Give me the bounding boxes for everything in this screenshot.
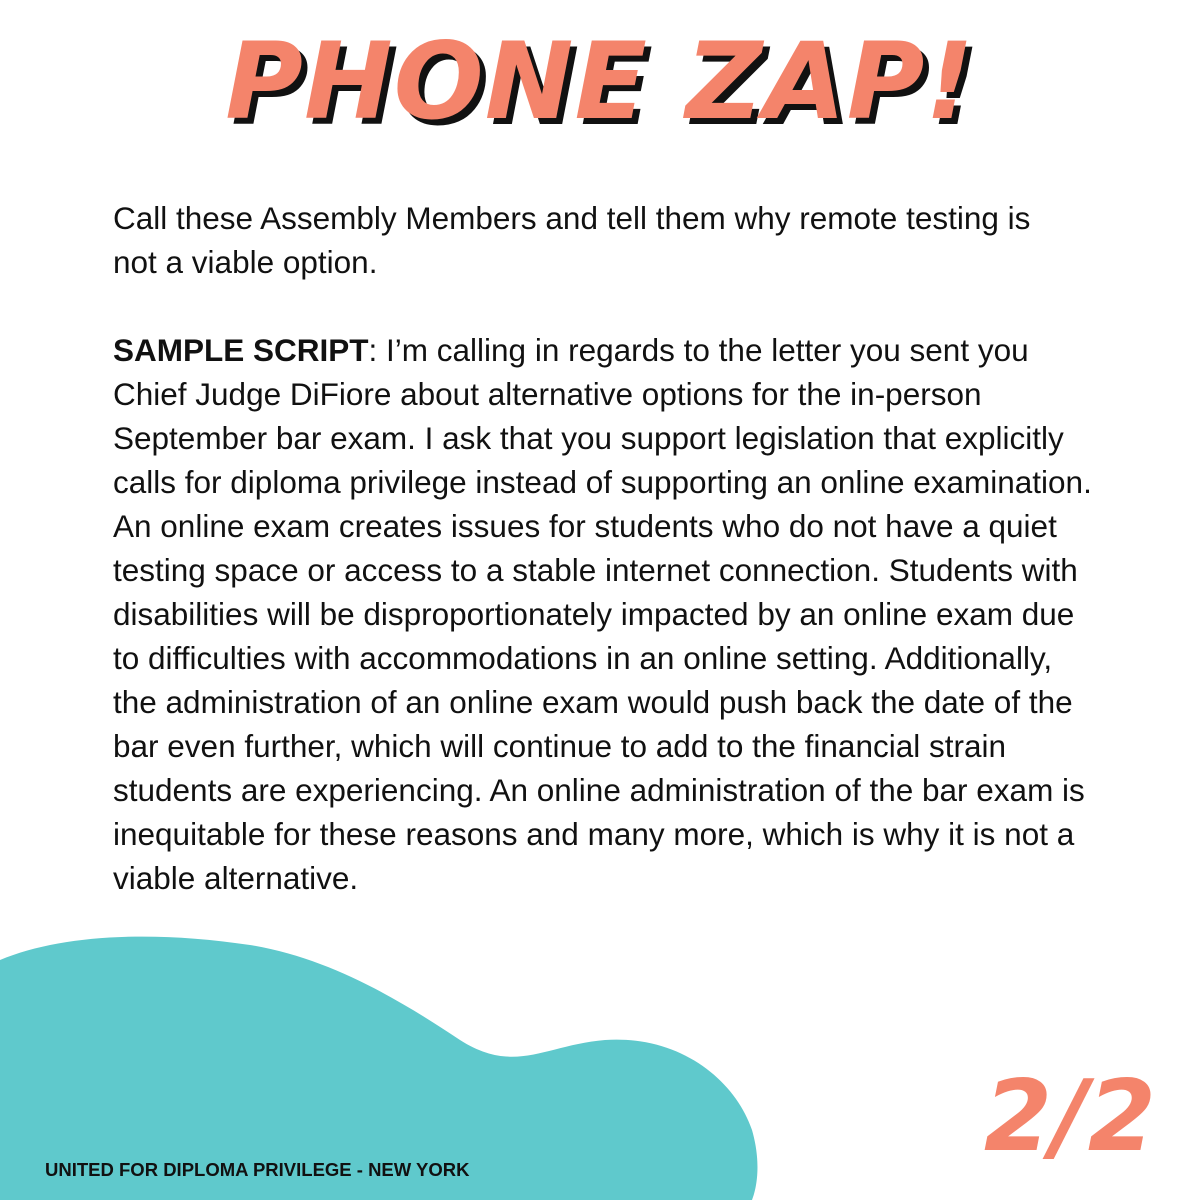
sample-script-paragraph [113, 328, 1093, 900]
intro-paragraph: Call these Assembly Members and tell them why remote testing is not a viable option. [113, 200, 1031, 280]
footer-organization: UNITED FOR DIPLOMA PRIVILEGE - NEW YORK [45, 1159, 470, 1180]
sample-script-label: SAMPLE SCRIPT [113, 332, 369, 368]
page-title: PHONE ZAP! [225, 20, 975, 143]
body-text [113, 196, 1093, 900]
sample-script-text: : I’m calling in regards to the letter you sent you Chief Judge DiFiore about alternative options for the in-person September bar exam. I ask that you support legislation that explicitly calls for diploma privilege instead of supporting an online examination. An online exam creates issues for students who do not have a quiet testing space or access to a stable internet connection. Students with disabilities will be disproportionately impacted by an online exam due to difficulties with accommodations in an online setting. Additionally, the administration of an online exam would push back the date of the bar even further, which will continue to add to the financial strain students are experiencing. An online administration of the bar exam is inequitable for these reasons and many more, which is why it is not a viable alternative. [113, 332, 1092, 896]
page-indicator: 2/2 [983, 1060, 1156, 1174]
